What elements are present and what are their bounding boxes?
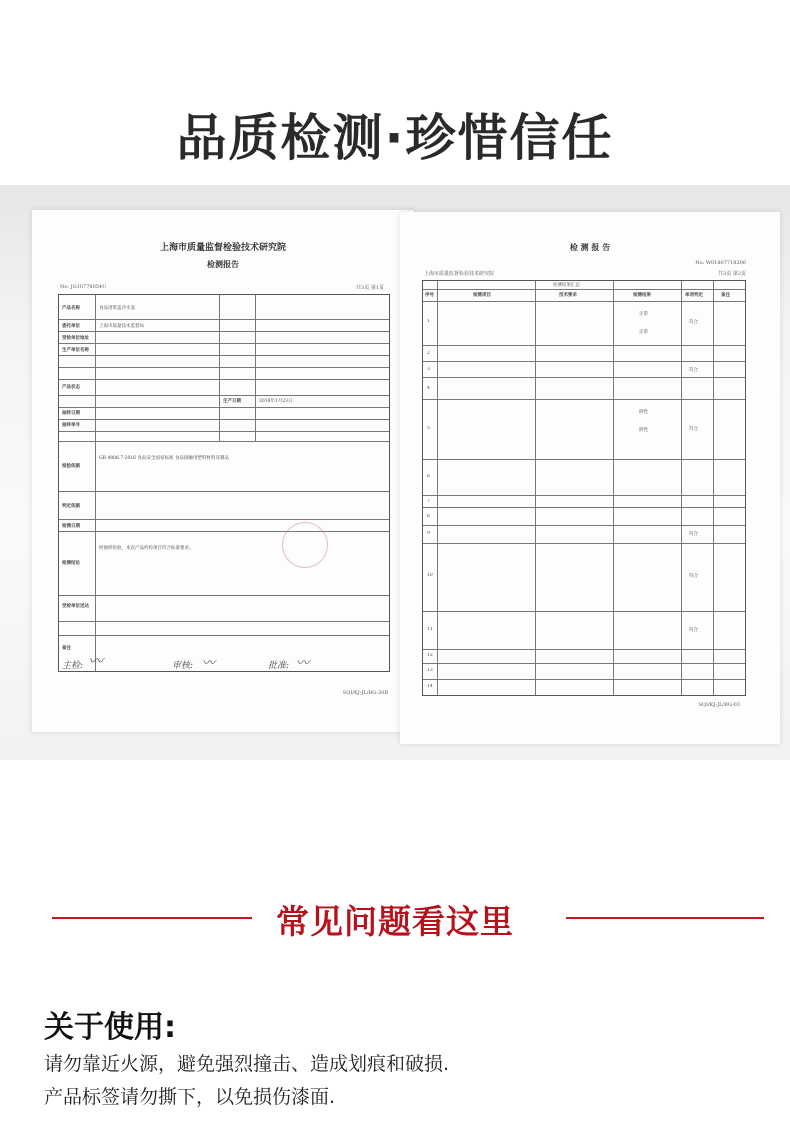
report-title: 检测报告 bbox=[207, 259, 239, 269]
judgment-9: 符合 bbox=[689, 532, 698, 537]
form-code-2: SQI/KJ-JL/BG-03 bbox=[698, 702, 740, 708]
signature-reviewer-icon: 〰 bbox=[202, 656, 216, 671]
report-title-2: 检 测 报 告 bbox=[569, 242, 611, 252]
col-judgment: 单项判定 bbox=[685, 293, 703, 298]
row-no-11: 11 bbox=[427, 627, 433, 632]
report-institute: 上海市质量监督检验技术研究院 bbox=[159, 243, 286, 253]
row-no-9: 9 bbox=[427, 531, 430, 536]
judgment-5: 符合 bbox=[689, 427, 698, 432]
value-product-name: 食品用带盖冷水壶 bbox=[99, 306, 135, 311]
results-summary-title: 检测结果汇总 bbox=[553, 283, 580, 288]
usage-line-2: 产品标签请勿撕下，以免损伤漆面. bbox=[44, 1086, 336, 1108]
usage-heading: 关于使用: bbox=[44, 1010, 176, 1045]
judgment-11: 符合 bbox=[689, 628, 698, 633]
report-form-table bbox=[58, 294, 390, 672]
page-info: 共3页 第1页 bbox=[356, 285, 384, 291]
col-no: 序号 bbox=[425, 293, 434, 298]
faq-title: 常见问题看这里 bbox=[276, 902, 514, 941]
label-delivery: 受检单位送达 bbox=[62, 604, 89, 609]
result-1b: 正常 bbox=[639, 330, 648, 335]
row-no-6: 6 bbox=[427, 474, 430, 479]
label-judgment-basis: 判定依据 bbox=[62, 504, 80, 509]
red-seal-stamp bbox=[282, 522, 328, 568]
col-remarks: 备注 bbox=[721, 293, 730, 298]
row-no-4: 4 bbox=[427, 386, 430, 391]
row-no-13: 13 bbox=[427, 668, 433, 673]
page-info-2: 共3页 第2页 bbox=[718, 271, 746, 277]
label-remarks: 备注 bbox=[62, 646, 71, 651]
form-code: SQI/KJ-JL/BG-20B bbox=[342, 690, 388, 696]
label-product-name: 产品名称 bbox=[62, 306, 80, 311]
label-production-date: 生产日期 bbox=[223, 399, 241, 404]
result-5a: 阴性 bbox=[639, 410, 648, 415]
label-address: 受检单位地址 bbox=[62, 336, 89, 341]
label-test-date: 检测日期 bbox=[62, 524, 80, 529]
usage-line-1: 请勿靠近火源，避免强烈撞击、造成划痕和破损. bbox=[44, 1053, 450, 1075]
label-manufacturer: 生产单位名称 bbox=[62, 348, 89, 353]
report-number: No: JG10778054U bbox=[60, 284, 107, 290]
label-conclusion: 检测结论 bbox=[62, 561, 80, 566]
row-no-10: 10 bbox=[427, 573, 433, 578]
signer-inspector-label: 主检: bbox=[62, 661, 84, 671]
signer-approver-label: 批准: bbox=[268, 661, 290, 671]
report-number-2: No: W01807718206 bbox=[695, 260, 746, 266]
report-institute-2: 上海市质量监督检验技术研究院 bbox=[424, 271, 495, 277]
value-test-basis: GB 4806.7-2016 食品安全国家标准 食品接触用塑料材料及制品 bbox=[99, 456, 229, 461]
label-client: 委托单位 bbox=[62, 324, 80, 329]
signer-reviewer-label: 审核: bbox=[172, 661, 194, 671]
value-client: 上海市质量技术监督局 bbox=[99, 324, 144, 329]
row-no-5: 5 bbox=[427, 426, 430, 431]
value-production-date: 2018年1月23日 bbox=[259, 399, 293, 404]
row-no-3: 3 bbox=[427, 367, 430, 372]
signature-inspector-icon: 〰 bbox=[88, 652, 104, 670]
test-report-page-1 bbox=[32, 210, 414, 732]
judgment-10: 符合 bbox=[689, 574, 698, 579]
row-no-8: 8 bbox=[427, 514, 430, 519]
result-5b: 阴性 bbox=[639, 428, 648, 433]
judgment-3: 符合 bbox=[689, 368, 698, 373]
label-sampling-no: 抽样单号 bbox=[62, 423, 80, 428]
judgment-1: 符合 bbox=[689, 320, 698, 325]
row-no-1: 1 bbox=[427, 319, 430, 324]
row-no-12: 12 bbox=[427, 653, 433, 658]
page-title: 品质检测·珍惜信任 bbox=[176, 109, 614, 167]
row-no-7: 7 bbox=[427, 499, 430, 504]
results-table bbox=[422, 280, 746, 696]
col-result: 检测结果 bbox=[633, 293, 651, 298]
signature-approver-icon: 〰 bbox=[296, 656, 310, 671]
label-sampling-date: 抽样日期 bbox=[62, 411, 80, 416]
label-status: 产品状态 bbox=[62, 385, 80, 390]
col-requirement: 技术要求 bbox=[559, 293, 577, 298]
label-test-basis: 检验依据 bbox=[62, 464, 80, 469]
row-no-14: 14 bbox=[427, 684, 433, 689]
row-no-2: 2 bbox=[427, 351, 430, 356]
result-1a: 正常 bbox=[639, 312, 648, 317]
test-report-page-2 bbox=[400, 212, 780, 744]
value-conclusion: 经抽样检验，本次产品所检项目符合标准要求。 bbox=[99, 546, 194, 551]
col-item: 检测项目 bbox=[473, 293, 491, 298]
